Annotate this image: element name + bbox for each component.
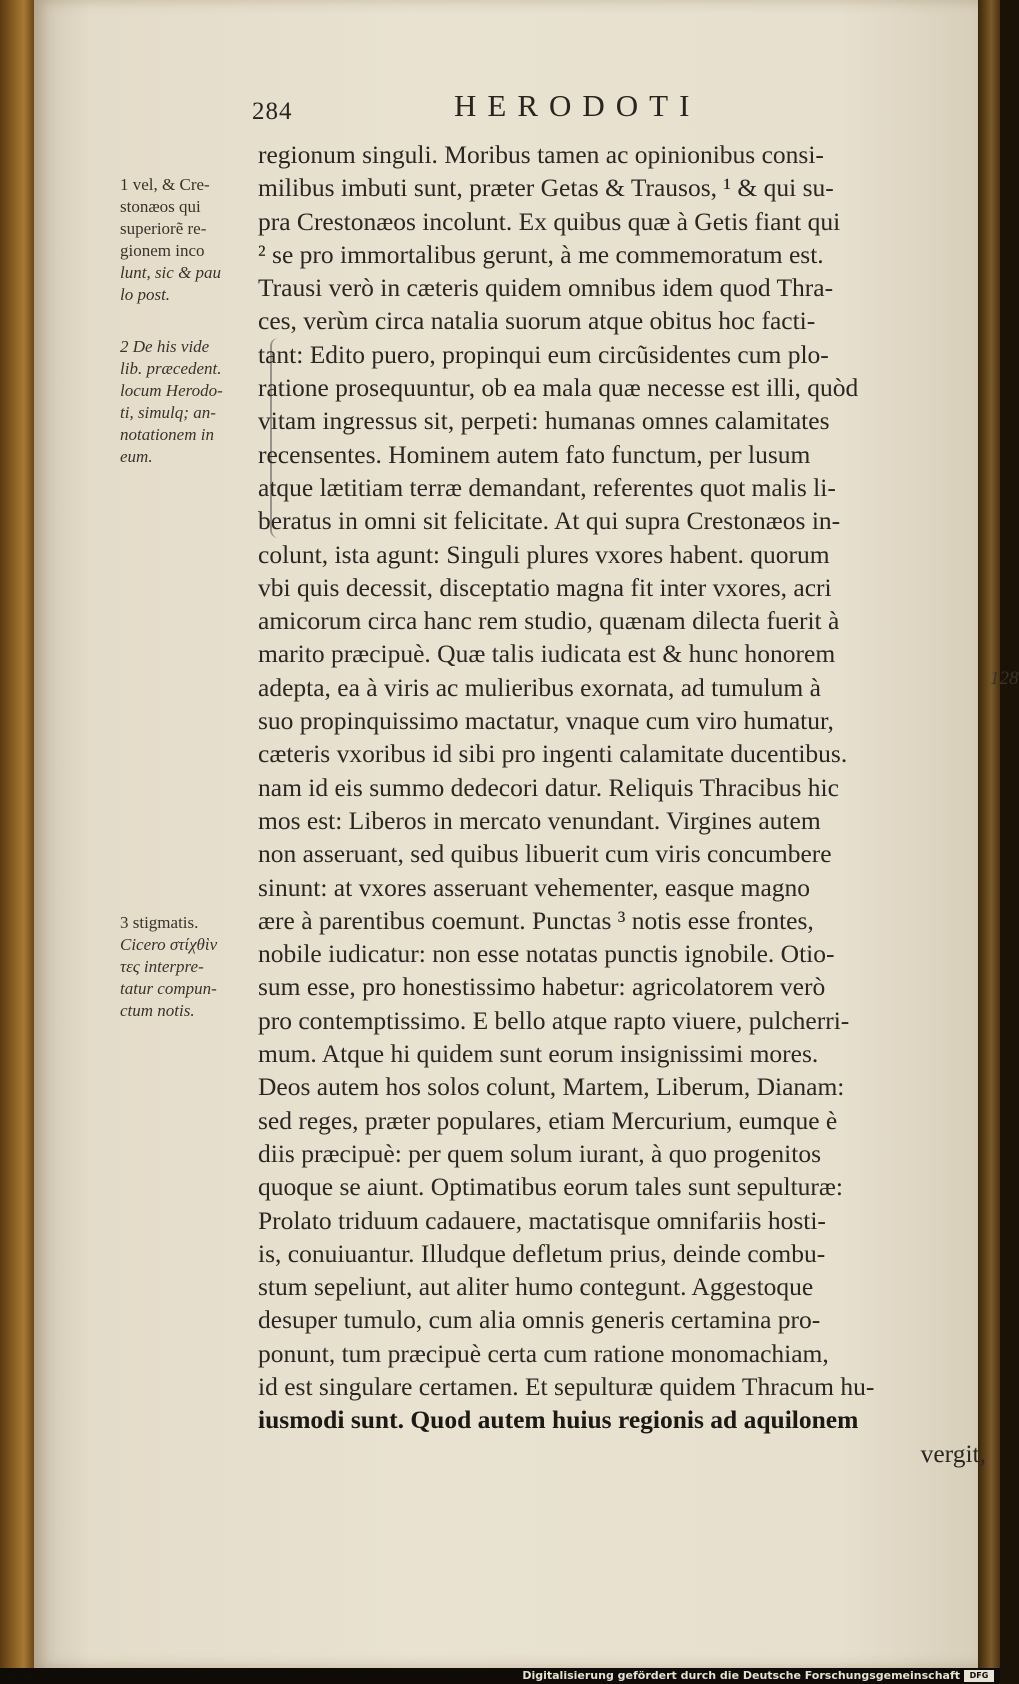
- margin-note-1: [120, 174, 260, 306]
- page-header: [34, 88, 978, 128]
- margin-note-3: [120, 912, 260, 1022]
- text-line: non asseruant, sed quibus libuerit cum viris concumbere: [258, 839, 832, 869]
- text-line: atque lætitiam terræ demandant, referentes quot malis li-: [258, 472, 836, 502]
- margin-note-line: ctum notis.: [120, 1001, 195, 1020]
- text-line: nobile iudicatur: non esse notatas punctis ignobile. Otio-: [258, 939, 835, 969]
- margin-note-line: Cicero στίχθὶν: [120, 935, 218, 954]
- margin-note-2: [120, 336, 260, 468]
- margin-note-line: lib. præcedent.: [120, 359, 222, 378]
- running-title: HERODOTI: [454, 88, 701, 123]
- text-line: ces, verùm circa natalia suorum atque obitus hoc facti-: [258, 306, 816, 336]
- text-line: sinunt: at vxores asseruant vehementer, easque magno: [258, 872, 811, 902]
- text-line: regionum singuli. Moribus tamen ac opinionibus consi-: [258, 140, 824, 169]
- margin-note-line: superiorẽ re-: [120, 219, 207, 238]
- digitization-footer: [0, 1668, 1000, 1684]
- margin-note-line: 3 stigmatis.: [120, 913, 199, 932]
- text-line: sed reges, præter populares, etiam Mercurium, eumque è: [258, 1105, 838, 1135]
- footer-credit: Digitalisierung gefördert durch die Deutsche Forschungsgemeinschaft: [522, 1669, 960, 1682]
- text-line: milibus imbuti sunt, præter Getas & Trausos, ¹ & qui su-: [258, 173, 834, 203]
- text-line: tant: Edito puero, propinqui eum circũsidentes cum plo-: [258, 339, 829, 369]
- text-line: amicorum circa hanc rem studio, quænam dilecta fuerit à: [258, 606, 840, 636]
- text-line: recensentes. Hominem autem fato functum, per lusum: [258, 439, 811, 469]
- margin-note-line: tatur compun-: [120, 979, 217, 998]
- text-line: ære à parentibus coemunt. Punctas ³ notis esse frontes,: [258, 905, 814, 935]
- text-line: Prolato triduum cadauere, mactatisque omnifariis hosti-: [258, 1205, 826, 1235]
- margin-note-line: 2 De his vide: [120, 337, 210, 356]
- margin-note-line: lunt, sic & pau: [120, 263, 222, 282]
- text-line: Deos autem hos solos colunt, Martem, Liberum, Dianam:: [258, 1072, 845, 1102]
- text-line: stum sepeliunt, aut aliter humo contegunt. Aggestoque: [258, 1272, 814, 1302]
- text-line: pra Crestonæos incolunt. Ex quibus quæ à Getis fiant qui: [258, 206, 841, 236]
- text-line: ratione prosequuntur, ob ea mala quæ necesse est illi, quòd: [258, 373, 859, 403]
- text-line: colunt, ista agunt: Singuli plures vxores habent. quorum: [258, 539, 830, 569]
- text-line: diis præcipuè: per quem solum iurant, à quo progenitos: [258, 1138, 822, 1168]
- margin-note-line: gionem inco: [120, 241, 205, 260]
- main-text-body: [258, 138, 986, 1470]
- text-line: quoque se aiunt. Optimatibus eorum tales sunt sepulturæ:: [258, 1172, 844, 1202]
- text-line: sum esse, pro honestissimo habetur: agricolatorem verò: [258, 972, 826, 1002]
- text-line: is, conuiuantur. Illudque defletum prius, deinde combu-: [258, 1238, 826, 1268]
- text-line: vbi quis decessit, disceptatio magna fit inter vxores, acri: [258, 572, 832, 602]
- text-line: iusmodi sunt. Quod autem huius regionis ad aquilonem: [258, 1405, 859, 1435]
- margin-note-line: lo post.: [120, 285, 171, 304]
- book-binding-left: [0, 0, 34, 1668]
- text-line: vitam ingressus sit, perpeti: humanas omnes calamitates: [258, 406, 830, 436]
- margin-note-line: eum.: [120, 447, 153, 466]
- text-line: cæteris vxoribus id sibi pro ingenti calamitate ducentibus.: [258, 739, 848, 769]
- text-line: Trausi verò in cæteris quidem omnibus idem quod Thra-: [258, 273, 834, 303]
- page-number: 284: [252, 98, 293, 125]
- text-line: adepta, ea à viris ac mulieribus exornata, ad tumulum à: [258, 672, 821, 702]
- margin-note-line: notationem in: [120, 425, 214, 444]
- text-line: mum. Atque hi quidem sunt eorum insignissimi mores.: [258, 1039, 819, 1069]
- margin-note-line: 1 vel, & Cre-: [120, 175, 210, 194]
- text-line: ponunt, tum præcipuè certa cum ratione monomachiam,: [258, 1338, 829, 1368]
- text-line: pro contemptissimo. E bello atque rapto viuere, pulcherri-: [258, 1005, 850, 1035]
- text-line: nam id eis summo dedecori datur. Reliquis Thracibus hic: [258, 772, 839, 802]
- margin-note-line: ti, simulq; an-: [120, 403, 216, 422]
- book-page: [34, 0, 1019, 1668]
- text-line: beratus in omni sit felicitate. At qui supra Crestonæos in-: [258, 506, 841, 536]
- dfg-logo: DFG: [964, 1670, 994, 1682]
- text-line: ² se pro immortalibus gerunt, à me commemoratum est.: [258, 239, 824, 269]
- catchword: vergit,: [920, 1438, 986, 1468]
- margin-note-line: τες interpre-: [120, 957, 204, 976]
- text-line: desuper tumulo, cum alia omnis generis certamina pro-: [258, 1305, 821, 1335]
- text-line: id est singulare certamen. Et sepulturæ quidem Thracum hu-: [258, 1371, 875, 1401]
- margin-note-line: stonæos qui: [120, 197, 201, 216]
- right-margin-number: 128: [990, 668, 1019, 689]
- text-line: mos est: Liberos in mercato venundant. Virgines autem: [258, 805, 821, 835]
- text-line: marito præcipuè. Quæ talis iudicata est & hunc honorem: [258, 639, 836, 669]
- margin-note-line: locum Herodo-: [120, 381, 223, 400]
- text-line: suo propinquissimo mactatur, vnaque cum viro humatur,: [258, 706, 834, 736]
